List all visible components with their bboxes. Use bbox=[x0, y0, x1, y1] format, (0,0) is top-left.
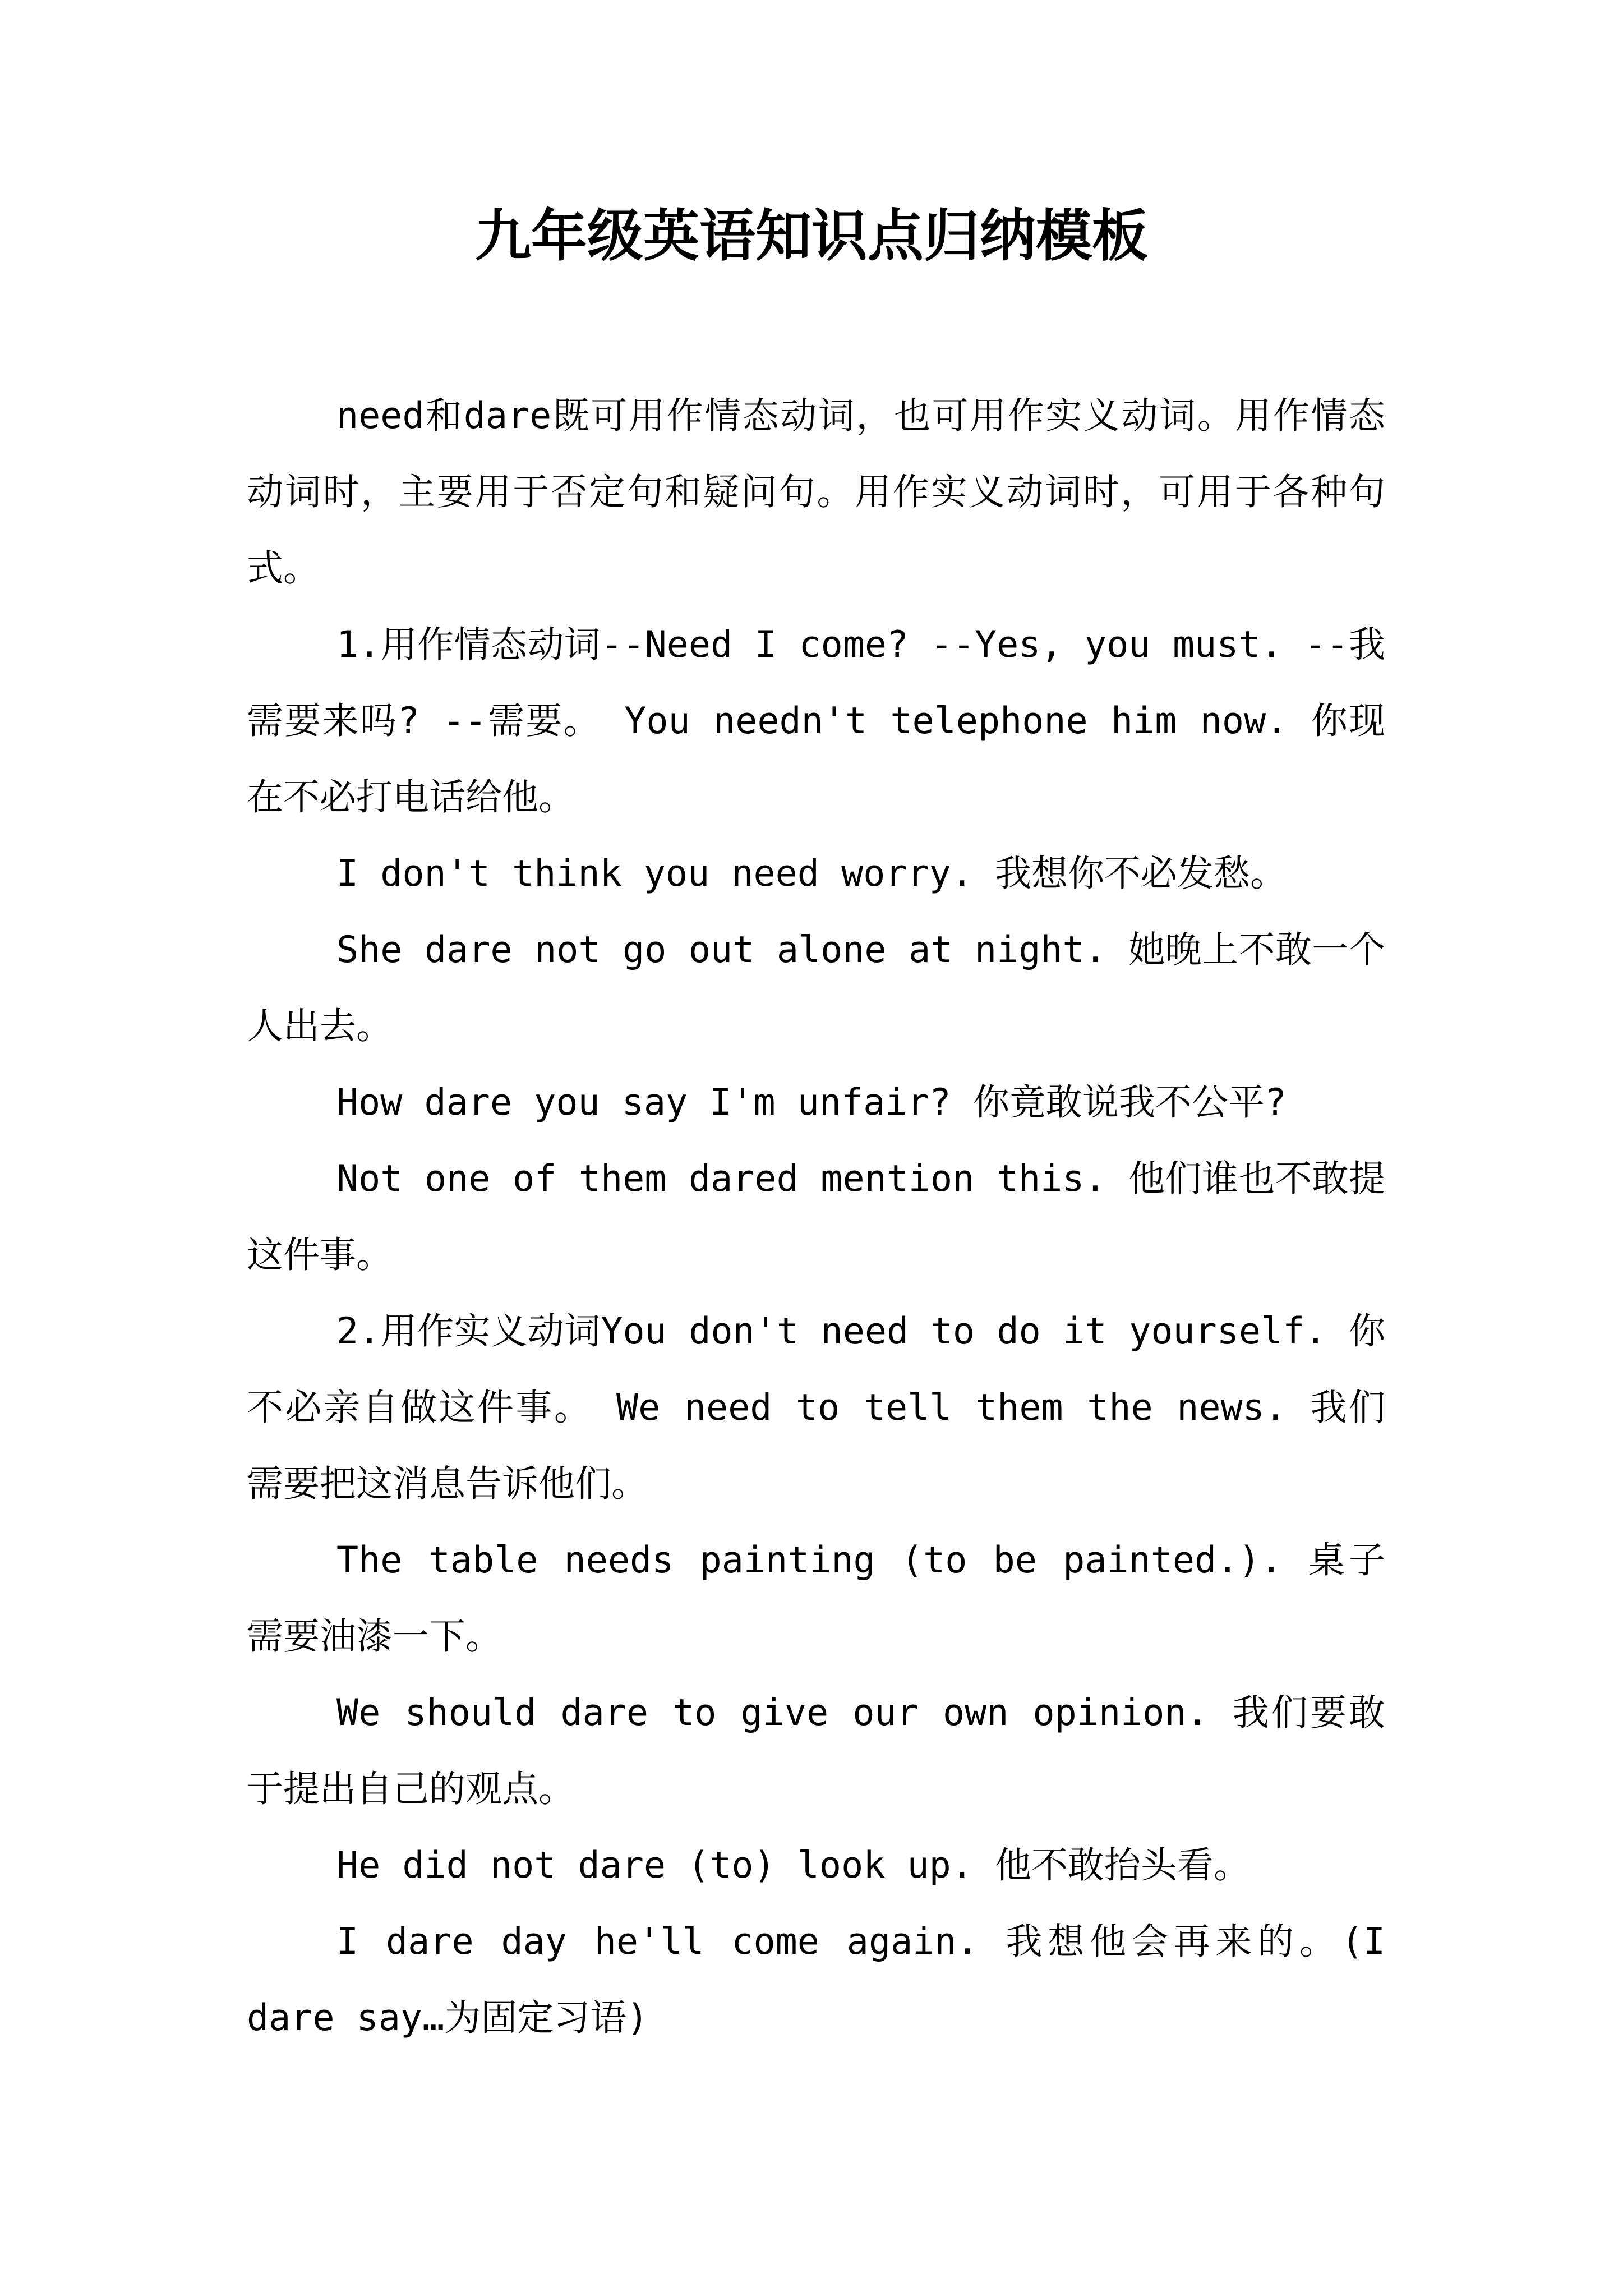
paragraph-modal-verb-usage: 1.用作情态动词--Need I come? --Yes, you must. --我需要来吗? --需要。 You needn't telephone him now. 你现在不必打电话给他。 bbox=[247, 624, 1385, 818]
paragraph-example: I dare day he'll come again. 我想他会再来的。(I dare say…为固定习语) bbox=[247, 1921, 1385, 2039]
paragraph-example: He did not dare (to) look up. 他不敢抬头看。 bbox=[336, 1844, 1250, 1887]
paragraph-example: The table needs painting (to be painted.). 桌子需要油漆一下。 bbox=[247, 1539, 1385, 1658]
paragraph-example: We should dare to give our own opinion. 我们要敢于提出自己的观点。 bbox=[247, 1692, 1385, 1810]
paragraph-intro: need和dare既可用作情态动词，也可用作实义动词。用作情态动词时，主要用于否定句和疑问句。用作实义动词时，可用于各种句式。 bbox=[247, 395, 1385, 590]
paragraph-example: I don't think you need worry. 我想你不必发愁。 bbox=[336, 853, 1287, 895]
paragraph-example: She dare not go out alone at night. 她晚上不敢一个人出去。 bbox=[247, 929, 1385, 1047]
document-title: 九年级英语知识点归纳模板 bbox=[475, 203, 1148, 269]
paragraph-example: How dare you say I'm unfair? 你竟敢说我不公平? bbox=[336, 1082, 1287, 1124]
paragraph-example: Not one of them dared mention this. 他们谁也不敢提这件事。 bbox=[247, 1158, 1385, 1276]
document-body bbox=[247, 378, 1385, 2056]
paragraph-main-verb-usage: 2.用作实义动词You don't need to do it yourself. 你不必亲自做这件事。 We need to tell them the news. 我们需要把这消息告诉他们。 bbox=[247, 1310, 1385, 1505]
